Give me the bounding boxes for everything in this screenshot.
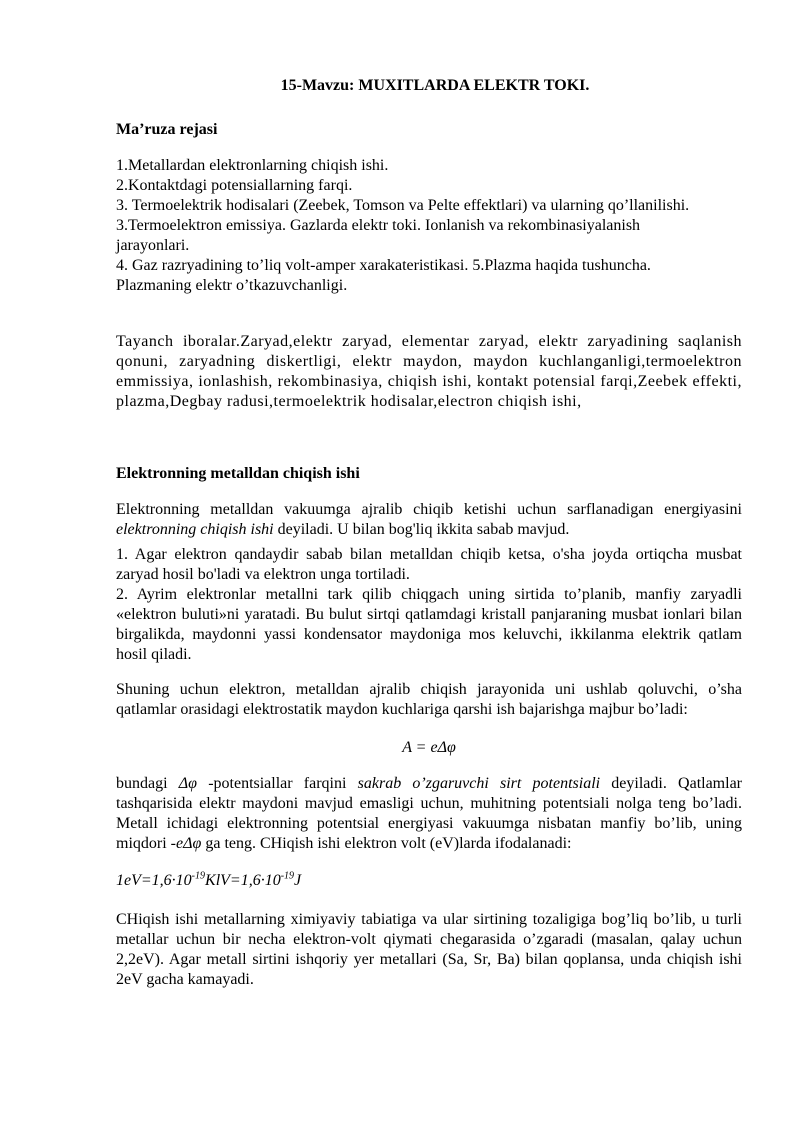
work-function-paragraph: CHiqish ishi metallarning ximiyaviy tabiatiga va ular sirtining tozaligiga bog’liq bo’lib, u turli metallar uchun bir necha elektron-volt qiymati chegarasida o’zgaradi (masalan, qalay uchun 2,2eV). Agar metall sirtini ishqoriy yer metallari (Sa, Sr, Ba) bilan qoplansa, unda chiqish ishi 2eV gacha kamayadi. bbox=[116, 911, 742, 988]
plan-item: 3. Termoelektrik hodisalari (Zeebek, Tomson va Pelte effektlari) va ularning qo’llanilishi. bbox=[116, 197, 690, 214]
potential-paragraph bbox=[116, 774, 742, 854]
plan-item: 4. Gaz razryadining to’liq volt-amper xarakateristikasi. 5.Plazma haqida tushuncha. Plazmaning elektr o’tkazuvchanligi. bbox=[116, 257, 651, 294]
plan-item: 1.Metallardan elektronlarning chiqish ishi. bbox=[116, 157, 389, 174]
definition-paragraph bbox=[116, 500, 742, 540]
exponent: -19 bbox=[191, 870, 206, 882]
text-run: deyiladi. Qatlamlar tashqarisida elektr maydoni mavjud emasligi uchun, muhitning potentsiali nolga teng bo’ladi. Metall ichidagi elektronning potentsial energiyasi vakuumga nisbatan manfiy bo’lib, uning miqdori bbox=[116, 775, 743, 852]
plan-item: 3.Termoelektron emissiya. Gazlarda elektr toki. Ionlanish va rekombinasiyalanish jarayonlari. bbox=[116, 217, 641, 254]
reasons-paragraph bbox=[116, 545, 742, 665]
formula-symbol: -eΔφ bbox=[170, 835, 202, 852]
plan-item: 2.Kontaktdagi potensiallarning farqi. bbox=[116, 177, 353, 194]
page-title: 15-Mavzu: MUXITLARDA ELEKTR TOKI. bbox=[280, 77, 590, 94]
text-run: bundagi bbox=[116, 775, 179, 792]
text-run: deyiladi. U bilan bog'liq ikkita sabab mavjud. bbox=[273, 521, 570, 538]
formula-symbol: Δφ bbox=[178, 775, 197, 792]
formula-part: J bbox=[294, 872, 302, 889]
text-run: Elektronning metalldan vakuumga ajralib chiqib ketishi uchun sarflanadigan energiyasini bbox=[116, 501, 742, 518]
exponent: -19 bbox=[280, 870, 295, 882]
work-paragraph: Shuning uchun elektron, metalldan ajralib chiqish jarayonida uni ushlab qoluvchi, o’sha qatlamlar orasidagi elektrostatik maydon kuchlariga qarshi ish bajarishga majbur bo’ladi: bbox=[116, 681, 742, 718]
work-formula: A = eΔφ bbox=[402, 739, 456, 756]
text-run: -potentsiallar farqini bbox=[197, 775, 358, 792]
reason-item: 2. Ayrim elektronlar metallni tark qilib chiqgach uning sirtida to’planib, manfiy zaryadli «elektron buluti»ni yaratadi. Bu bulut sirtqi qatlamdagi kristall panjaraning musbat ionlari bilan birgalikda, maydonni yassi kondensator maydoniga mos keluvchi, ikkilanma elektrik qatlam hosil qiladi. bbox=[116, 586, 742, 663]
lecture-plan-list bbox=[116, 156, 742, 296]
reason-item: 1. Agar elektron qandaydir sabab bilan metalldan chiqib ketsa, o'sha joyda ortiqcha musbat zaryad hosil bo'ladi va elektron unga tortiladi. bbox=[116, 546, 742, 583]
section-heading: Elektronning metalldan chiqish ishi bbox=[116, 465, 360, 482]
unit-conversion-formula bbox=[116, 871, 301, 891]
formula-part: KlV=1,6·10 bbox=[205, 872, 281, 889]
lecture-plan-heading: Ma’ruza rejasi bbox=[116, 121, 218, 138]
text-run: ga teng. CHiqish ishi elektron volt (eV)larda ifodalanadi: bbox=[201, 835, 572, 852]
emphasis-term: elektronning chiqish ishi bbox=[116, 521, 274, 538]
formula-part: 1eV=1,6·10 bbox=[116, 872, 192, 889]
keywords-paragraph: Tayanch iboralar.Zaryad,elektr zaryad, elementar zaryad, elektr zaryadining saqlanish qonuni, zaryadning diskertligi, elektr maydon, maydon kuchlanganligi,termoelektron emmissiya, ionlashish, rekombinasiya, chiqish ishi, kontakt potensial farqi,Zeebek effekti, plazma,Degbay radusi,termoelektrik hodisalar,electron chiqish ishi, bbox=[116, 333, 742, 410]
emphasis-term: sakrab o’zgaruvchi sirt potentsiali bbox=[357, 775, 601, 792]
